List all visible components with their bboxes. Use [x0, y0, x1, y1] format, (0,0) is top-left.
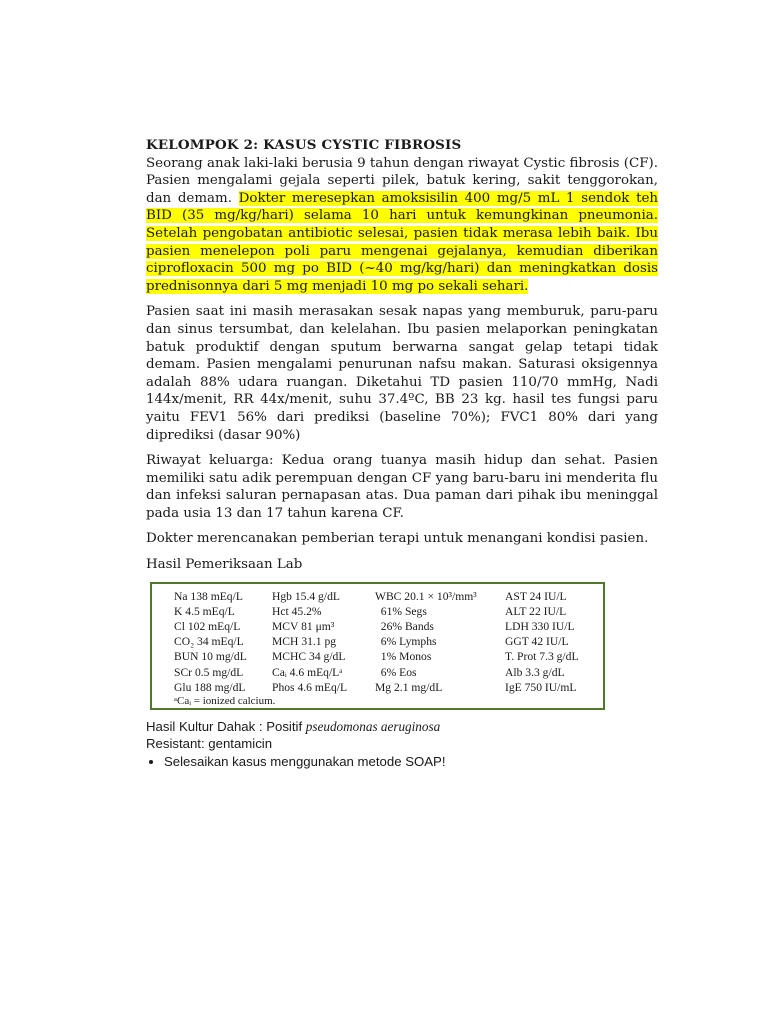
- lab-value: LDH 330 IU/L: [505, 620, 575, 634]
- lab-value: BUN 10 mg/dL: [174, 650, 247, 664]
- case-paragraph-1: [146, 155, 658, 296]
- lab-value: 6% Lymphs: [375, 635, 437, 649]
- lab-value: Cl 102 mEq/L: [174, 620, 241, 634]
- lab-value: 1% Monos: [375, 650, 432, 664]
- lab-value: Hgb 15.4 g/dL: [272, 589, 340, 603]
- case-paragraph-2: Pasien saat ini masih merasakan sesak napas yang memburuk, paru-paru dan sinus tersumbat, dan kelelahan. Ibu pasien melaporkan peningkatan batuk produktif dengan sputum berwarna sangat gelap tetapi tidak demam. Pasien mengalami penurunan nafsu makan. Saturasi oksigennya adalah 88% udara ruangan. Diketahui TD pasien 110/70 mmHg, Nadi 144x/menit, RR 44x/menit, suhu 37.4ºC, BB 23 kg. hasil tes fungsi paru yaitu FEV1 56% dari prediksi (baseline 70%); FVC1 80% dari yang diprediksi (dasar 90%): [146, 304, 658, 443]
- lab-heading: Hasil Pemeriksaan Lab: [146, 557, 303, 573]
- lab-value: Mg 2.1 mg/dL: [375, 680, 443, 694]
- lab-value: MCV 81 μm³: [272, 620, 335, 634]
- document-title: KELOMPOK 2: KASUS CYSTIC FIBROSIS: [146, 137, 462, 153]
- family-history-paragraph: Riwayat keluarga: Kedua orang tuanya masih hidup dan sehat. Pasien memiliki satu adik perempuan dengan CF yang baru-baru ini menderita flu dan infeksi saluran pernapasan atas. Dua paman dari pihak ibu meninggal pada usia 13 dan 17 tahun karena CF.: [146, 453, 658, 521]
- lab-value: Alb 3.3 g/dL: [505, 665, 565, 679]
- lab-value: 6% Eos: [375, 665, 417, 679]
- lab-results-grid: [174, 589, 605, 695]
- lab-value: ALT 22 IU/L: [505, 604, 567, 618]
- lab-value: AST 24 IU/L: [505, 589, 567, 603]
- lab-value: Na 138 mEq/L: [174, 589, 243, 603]
- culture-label: Hasil Kultur Dahak : Positif: [146, 718, 306, 734]
- lab-value: Caᵢ 4.6 mEq/Lᵃ: [272, 665, 343, 679]
- therapy-plan-paragraph: Dokter merencanakan pemberian terapi untuk menangani kondisi pasien.: [146, 531, 649, 547]
- highlighted-treatment-text: Dokter meresepkan amoksisilin 400 mg/5 mL 1 sendok teh BID (35 mg/kg/hari) selama 10 hari untuk kemungkinan pneumonia. Setelah pengobatan antibiotic selesai, pasien tidak merasa lebih baik. Ibu pasien menelepon poli paru mengenai gejalanya, kemudian diberikan ciprofloxacin 500 mg po BID (~40 mg/kg/hari) dan meningkatkan dosis prednisonnya dari 5 mg menjadi 10 mg po sekali sehari.: [146, 190, 658, 294]
- lab-footnote: ᵃCaᵢ = ionized calcium.: [174, 694, 276, 707]
- culture-result: [146, 718, 658, 736]
- lab-value: T. Prot 7.3 g/dL: [505, 650, 579, 664]
- task-item: • Selesaikan kasus menggunakan metode SOAP!: [164, 753, 658, 771]
- lab-value: IgE 750 IU/mL: [505, 680, 577, 694]
- task-list: [146, 753, 658, 771]
- culture-organism: pseudomonas aeruginosa: [305, 718, 441, 734]
- lab-value: Phos 4.6 mEq/L: [272, 680, 348, 694]
- lab-results-table: [150, 582, 605, 710]
- lab-value: MCH 31.1 pg: [272, 635, 337, 649]
- case-intro-text: Seorang anak laki-laki berusia 9 tahun dengan riwayat Cystic fibrosis (CF). Pasien mengalami gejala seperti pilek, batuk kering, sakit tenggorokan, dan demam.: [146, 155, 658, 206]
- lab-value: MCHC 34 g/dL: [272, 650, 346, 664]
- lab-value: 61% Segs: [375, 604, 427, 618]
- lab-value: SCr 0.5 mg/dL: [174, 665, 244, 679]
- lab-value: 26% Bands: [375, 620, 434, 634]
- lab-value: K 4.5 mEq/L: [174, 604, 235, 618]
- lab-value: CO₂ 34 mEq/L: [174, 635, 244, 649]
- lab-value: GGT 42 IU/L: [505, 635, 569, 649]
- document-page: [146, 137, 658, 770]
- lab-value: Glu 188 mg/dL: [174, 680, 246, 694]
- resistance-line: Resistant: gentamicin: [146, 736, 273, 752]
- lab-value: WBC 20.1 × 10³/mm³: [375, 589, 477, 603]
- lab-value: Hct 45.2%: [272, 604, 322, 618]
